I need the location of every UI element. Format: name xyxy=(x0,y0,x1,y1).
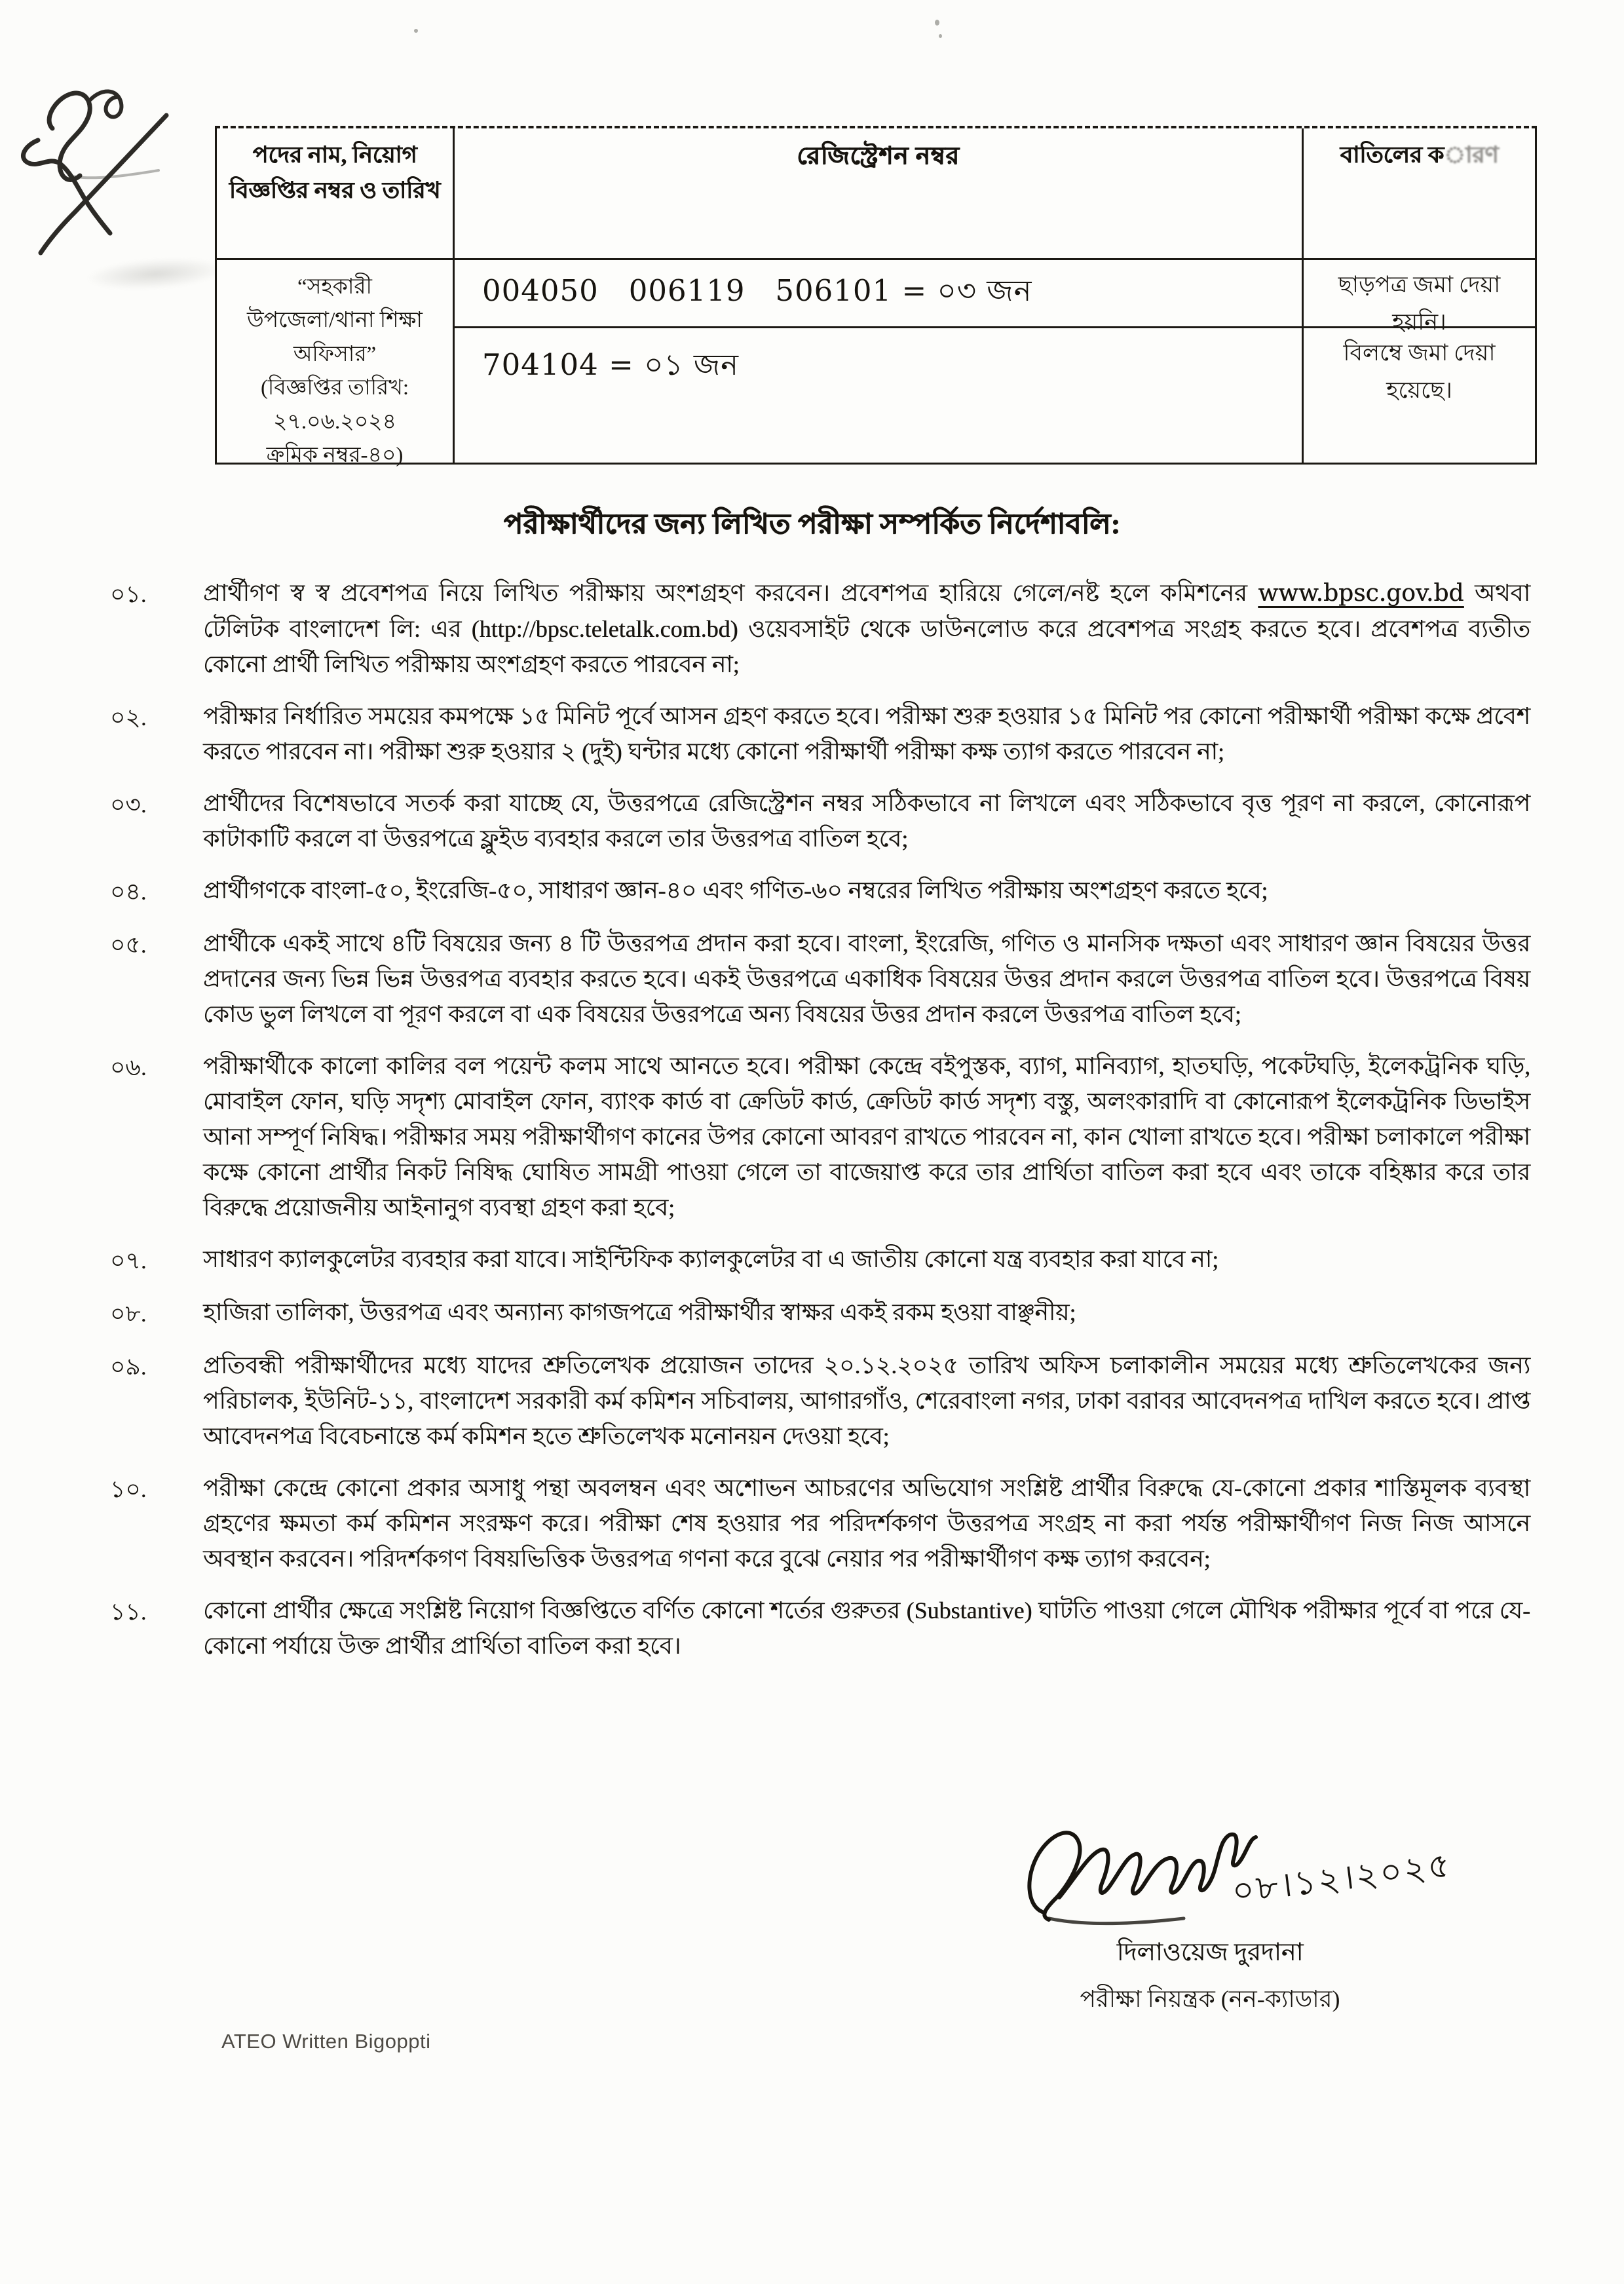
instruction-number: ০৩. xyxy=(110,791,147,818)
cancellation-header-text: বাতিলের ক xyxy=(1340,142,1445,168)
instruction-item-03 xyxy=(110,786,1530,856)
post-line: ২৭.০৬.২০২৪ xyxy=(273,409,397,434)
instruction-text-segment: প্রার্থীগণ স্ব স্ব প্রবেশপত্র নিয়ে লিখিত পরীক্ষায় অংশগ্রহণ করবেন। প্রবেশপত্র হারিয়ে গেলে/নষ্ট হলে কমিশনের xyxy=(203,580,1258,606)
post-line: “সহকারী xyxy=(297,275,373,299)
instruction-number: ১১. xyxy=(110,1599,147,1625)
instruction-item-07 xyxy=(110,1242,1530,1278)
instruction-item-06 xyxy=(110,1048,1530,1225)
post-line: অফিসার” xyxy=(293,342,377,366)
instruction-number: ০২. xyxy=(110,704,147,731)
instruction-item-05 xyxy=(110,926,1530,1032)
instruction-text: কোনো প্রার্থীর ক্ষেত্রে সংশ্লিষ্ট নিয়োগ বিজ্ঞপ্তিতে বর্ণিত কোনো শর্তের গুরুতর (Substantive) ঘাটতি পাওয়া গেলে মৌখিক পরীক্ষার পূর্বে বা পরে যে-কোনো পর্যায়ে উক্ত প্রার্থীর প্রার্থিতা বাতিল করা হবে। xyxy=(203,1597,1530,1659)
instruction-number: ০৬. xyxy=(110,1054,147,1080)
document-footer-label: ATEO Written Bigoppti xyxy=(221,2030,431,2053)
handwritten-checkmark-icon xyxy=(12,77,195,274)
instructions-list xyxy=(110,575,1530,1680)
post-line: (বিজ্ঞপ্তির তারিখ: xyxy=(260,376,409,400)
instructions-heading: পরীক্ষার্থীদের জন্য লিখিত পরীক্ষা সম্পর্কিত নির্দেশাবলি: xyxy=(503,509,1121,540)
cancellation-reason-row-2: বিলম্বে জমা দেয়া হয়েছে। xyxy=(1302,326,1535,463)
instruction-item-02 xyxy=(110,698,1530,769)
instruction-text: পরীক্ষার্থীকে কালো কালির বল পয়েন্ট কলম সাথে আনতে হবে। পরীক্ষা কেন্দ্রে বইপুস্তক, ব্যাগ, মানিব্যাগ, হাতঘড়ি, পকেটঘড়ি, ইলেকট্রনিক ঘড়ি, মোবাইল ফোন, ঘড়ি সদৃশ্য মোবাইল ফোন, ব্যাংক কার্ড বা ক্রেডিট কার্ড, ক্রেডিট কার্ড সদৃশ্য বস্তু, অলংকারাদি বা কোনোরূপ ইলেকট্রনিক ডিভাইস আনা সম্পূর্ণ নিষিদ্ধ। পরীক্ষার সময় পরীক্ষার্থীগণ কানের উপর কোনো আবরণ রাখতে পারবেন না, কান খোলা রাখতে হবে। পরীক্ষা চলাকালে পরীক্ষা কক্ষে কোনো প্রার্থীর নিকট নিষিদ্ধ ঘোষিত সামগ্রী পাওয়া গেলে তা বাজেয়াপ্ত করে তার প্রার্থিতা বাতিল করা হবে এবং তাকে বহিষ্কার করে তার বিরুদ্ধে প্রয়োজনীয় আইনানুগ ব্যবস্থা গ্রহণ করা হবে; xyxy=(203,1053,1530,1221)
instruction-text: পরীক্ষা কেন্দ্রে কোনো প্রকার অসাধু পন্থা অবলম্বন এবং অশোভন আচরণের অভিযোগ সংশ্লিষ্ট প্রার্থীর বিরুদ্ধে যে-কোনো প্রকার শাস্তিমূলক ব্যবস্থা গ্রহণের ক্ষমতা কর্ম কমিশন সংরক্ষণ করে। পরীক্ষা শেষ হওয়ার পর পরিদর্শকগণ উত্তরপত্র সংগ্রহ না করা পর্যন্ত পরীক্ষার্থীগণ নিজ নিজ আসনে অবস্থান করবেন। পরিদর্শকগণ বিষয়ভিত্তিক উত্তরপত্র গণনা করে বুঝে নেয়ার পর পরীক্ষার্থীগণ কক্ষ ত্যাগ করবেন; xyxy=(203,1475,1530,1572)
instruction-number: ০৪. xyxy=(110,879,147,905)
column-header-registration: রেজিস্ট্রেশন নম্বর xyxy=(453,128,1302,258)
registration-numbers-row-2: 704104 = ০১ জন xyxy=(453,326,1302,463)
scan-speckle xyxy=(414,29,418,33)
instruction-item-09 xyxy=(110,1348,1530,1454)
post-line: ক্রমিক নম্বর-৪০) xyxy=(266,444,404,468)
instruction-number: ০৯. xyxy=(110,1354,147,1380)
instruction-text: প্রার্থীদের বিশেষভাবে সতর্ক করা যাচ্ছে যে, উত্তরপত্রে রেজিস্ট্রেশন নম্বর সঠিকভাবে না লিখলে এবং সঠিকভাবে বৃত্ত পূরণ না করলে, কোনোরূপ কাটাকাটি করলে বা উত্তরপত্রে ফ্লুইড ব্যবহার করলে তার উত্তরপত্র বাতিল হবে; xyxy=(203,790,1530,852)
instruction-item-11 xyxy=(110,1593,1530,1664)
cancelled-candidates-table xyxy=(215,126,1537,468)
column-header-cancellation-reason xyxy=(1302,128,1535,258)
instruction-text: পরীক্ষার নির্ধারিত সময়ের কমপক্ষে ১৫ মিনিট পূর্বে আসন গ্রহণ করতে হবে। পরীক্ষা শুরু হওয়ার ১৫ মিনিট পর কোনো পরীক্ষার্থী পরীক্ষা কক্ষে প্রবেশ করতে পারবেন না। পরীক্ষা শুরু হওয়ার ২ (দুই) ঘন্টার মধ্যে কোনো পরীক্ষার্থী পরীক্ষা কক্ষ ত্যাগ করতে পারবেন না; xyxy=(203,703,1530,765)
instruction-number: ০৭. xyxy=(110,1247,147,1274)
post-name-cell xyxy=(217,258,453,468)
signature-block xyxy=(961,1814,1459,2021)
post-line: উপজেলা/থানা শিক্ষা xyxy=(247,309,423,333)
cancellation-header-faded-text: ারণ xyxy=(1444,142,1499,168)
column-header-post: পদের নাম, নিয়োগ বিজ্ঞপ্তির নম্বর ও তারিখ xyxy=(229,142,441,204)
bpsc-website-url: www.bpsc.gov.bd xyxy=(1258,580,1464,607)
signature-area xyxy=(961,1814,1459,1930)
instruction-item-01 xyxy=(110,575,1530,682)
signature-date: ০৮।১২।২০২৫ xyxy=(1229,1845,1454,1912)
instruction-item-08 xyxy=(110,1295,1530,1331)
instruction-item-10 xyxy=(110,1470,1530,1576)
instruction-text: প্রতিবন্ধী পরীক্ষার্থীদের মধ্যে যাদের শ্রুতিলেখক প্রয়োজন তাদের ২০.১২.২০২৫ তারিখ অফিস চলাকালীন সময়ের মধ্যে শ্রুতিলেখকের জন্য পরিচালক, ইউনিট-১১, বাংলাদেশ সরকারী কর্ম কমিশন সচিবালয়, আগারগাঁও, শেরেবাংলা নগর, ঢাকা বরাবর আবেদনপত্র দাখিল করতে হবে। প্রাপ্ত আবেদনপত্র বিবেচনান্তে কর্ম কমিশন হতে শ্রুতিলেখক মনোনয়ন দেওয়া হবে; xyxy=(203,1352,1530,1449)
instruction-item-04 xyxy=(110,873,1530,909)
scan-speckle xyxy=(935,20,939,26)
instruction-text xyxy=(203,575,1530,682)
instruction-text: সাধারণ ক্যালকুলেটর ব্যবহার করা যাবে। সাইন্টিফিক ক্যালকুলেটর বা এ জাতীয় কোনো যন্ত্র ব্যবহার করা যাবে না; xyxy=(203,1246,1219,1272)
instruction-text: প্রার্থীগণকে বাংলা-৫০, ইংরেজি-৫০, সাধারণ জ্ঞান-৪০ এবং গণিত-৬০ নম্বরের লিখিত পরীক্ষায় অংশগ্রহণ করতে হবে; xyxy=(203,877,1268,904)
instruction-number: ০১. xyxy=(110,581,147,607)
signatory-name: দিলাওয়েজ দুরদানা xyxy=(1116,1939,1304,1966)
instruction-text: হাজিরা তালিকা, উত্তরপত্র এবং অন্যান্য কাগজপত্রে পরীক্ষার্থীর স্বাক্ষর একই রকম হওয়া বাঞ্ছনীয়; xyxy=(203,1299,1076,1325)
cancellation-reason-row-1: ছাড়পত্র জমা দেয়া হয়নি। xyxy=(1302,258,1535,326)
scan-speckle xyxy=(939,34,942,38)
registration-numbers-row-1: 004050 006119 506101 = ০৩ জন xyxy=(453,258,1302,326)
instruction-number: ১০. xyxy=(110,1476,147,1502)
instruction-text-segment: অথবা টেলিটক বাংলাদেশ লি: এর (http://bpsc.teletalk.com.bd) ওয়েবসাইট থেকে ডাউনলোড করে প্রবেশপত্র সংগ্রহ করতে হবে। প্রবেশপত্র ব্যতীত কোনো প্রার্থী লিখিত পরীক্ষায় অংশগ্রহণ করতে পারবেন না; xyxy=(203,580,1530,677)
instruction-text: প্রার্থীকে একই সাথে ৪টি বিষয়ের জন্য ৪ টি উত্তরপত্র প্রদান করা হবে। বাংলা, ইংরেজি, গণিত ও মানসিক দক্ষতা এবং সাধারণ জ্ঞান বিষয়ের উত্তর প্রদানের জন্য ভিন্ন ভিন্ন উত্তরপত্র ব্যবহার করতে হবে। একই উত্তরপত্রে একাধিক বিষয়ের উত্তর প্রদান করলে উত্তরপত্র বাতিল হবে। উত্তরপত্রে বিষয় কোড ভুল লিখলে বা পূরণ করলে বা এক বিষয়ের উত্তরপত্রে অন্য বিষয়ের উত্তর প্রদান করলে উত্তরপত্র বাতিল হবে; xyxy=(203,930,1530,1027)
instruction-number: ০৮. xyxy=(110,1301,147,1327)
signatory-title: পরীক্ষা নিয়ন্ত্রক (নন-ক্যাডার) xyxy=(1080,1986,1340,2012)
instruction-number: ০৫. xyxy=(110,932,147,958)
